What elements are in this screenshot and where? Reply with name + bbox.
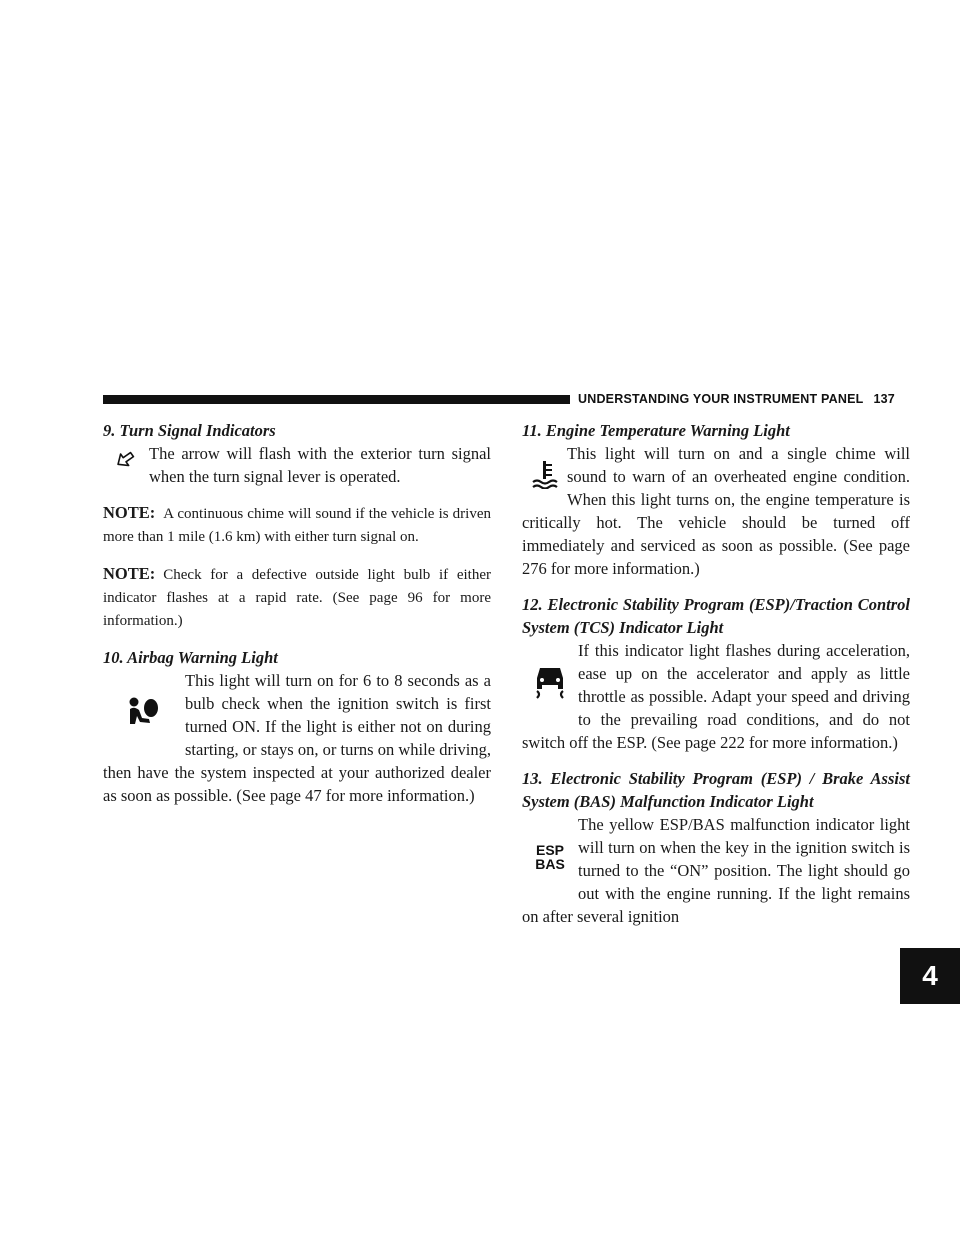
left-column: [103, 419, 491, 820]
esp-bas-section: [522, 767, 910, 928]
esp-icon-line1: ESP: [535, 842, 564, 858]
note-text: A continuous chime will sound if the vehicle is driven more than 1 mile (1.6 km) with either turn signal on.: [103, 506, 491, 545]
note-chime: [103, 501, 491, 549]
chapter-tab: 4: [900, 948, 960, 1004]
note-text: Check for a defective outside light bulb if either indicator flashes at a rapid rate. (See page 96 for more information.): [103, 567, 491, 629]
engine-temp-section: [522, 419, 910, 580]
header-rule: [103, 395, 570, 404]
skidding-car-icon: [522, 639, 578, 727]
right-column: [522, 419, 910, 941]
section-body: If this indicator light flashes during acceleration, ease up on the accelerator and apply as little throttle as possible. Adapt your speed and driving to the prevailing road conditions, and do not switch off the ESP. (See page 222 for more information.): [522, 641, 910, 752]
section-heading: 11. Engine Temperature Warning Light: [522, 421, 790, 440]
esp-icon-line2: BAS: [535, 856, 565, 872]
section-heading: 13. Electronic Stability Program (ESP) / Brake Assist System (BAS) Malfunction Indicator Light: [522, 769, 910, 811]
esp-tcs-section: [522, 593, 910, 754]
section-body: This light will turn on for 6 to 8 seconds as a bulb check when the ignition switch is first turned ON. If the light is either not on during starting, or stays on, or turns on while driving, then have the system inspected at your authorized dealer as soon as possible. (See page 47 for more information.): [103, 671, 491, 805]
section-heading: 9. Turn Signal Indicators: [103, 421, 276, 440]
note-label: NOTE:: [103, 564, 156, 583]
airbag-section: [103, 646, 491, 807]
section-body: This light will turn on and a single chime will sound to warn of an overheated engine condition. When this light turns on, the engine temperature is critically hot. The vehicle should be turned off immediately and serviced as soon as possible. (See page 276 for more information.): [522, 444, 910, 578]
section-body: The arrow will flash with the exterior turn signal when the turn signal lever is operated.: [149, 444, 491, 486]
running-header: [578, 392, 895, 406]
header-title: UNDERSTANDING YOUR INSTRUMENT PANEL: [578, 392, 864, 406]
airbag-icon: [103, 669, 185, 757]
coolant-temperature-icon: [522, 442, 567, 506]
turn-signal-arrow-icon: [103, 442, 149, 478]
esp-bas-icon: [522, 813, 578, 901]
note-label: NOTE:: [103, 503, 156, 522]
turn-signal-section: [103, 419, 491, 488]
section-heading: 10. Airbag Warning Light: [103, 648, 278, 667]
note-bulb: [103, 562, 491, 633]
page-number: 137: [873, 392, 895, 406]
section-body: The yellow ESP/BAS malfunction indicator light will turn on when the key in the ignition switch is turned to the “ON” position. The light should go out with the engine running. If the light remains on after several ignition: [522, 815, 910, 926]
section-heading: 12. Electronic Stability Program (ESP)/Traction Control System (TCS) Indicator Light: [522, 595, 910, 637]
